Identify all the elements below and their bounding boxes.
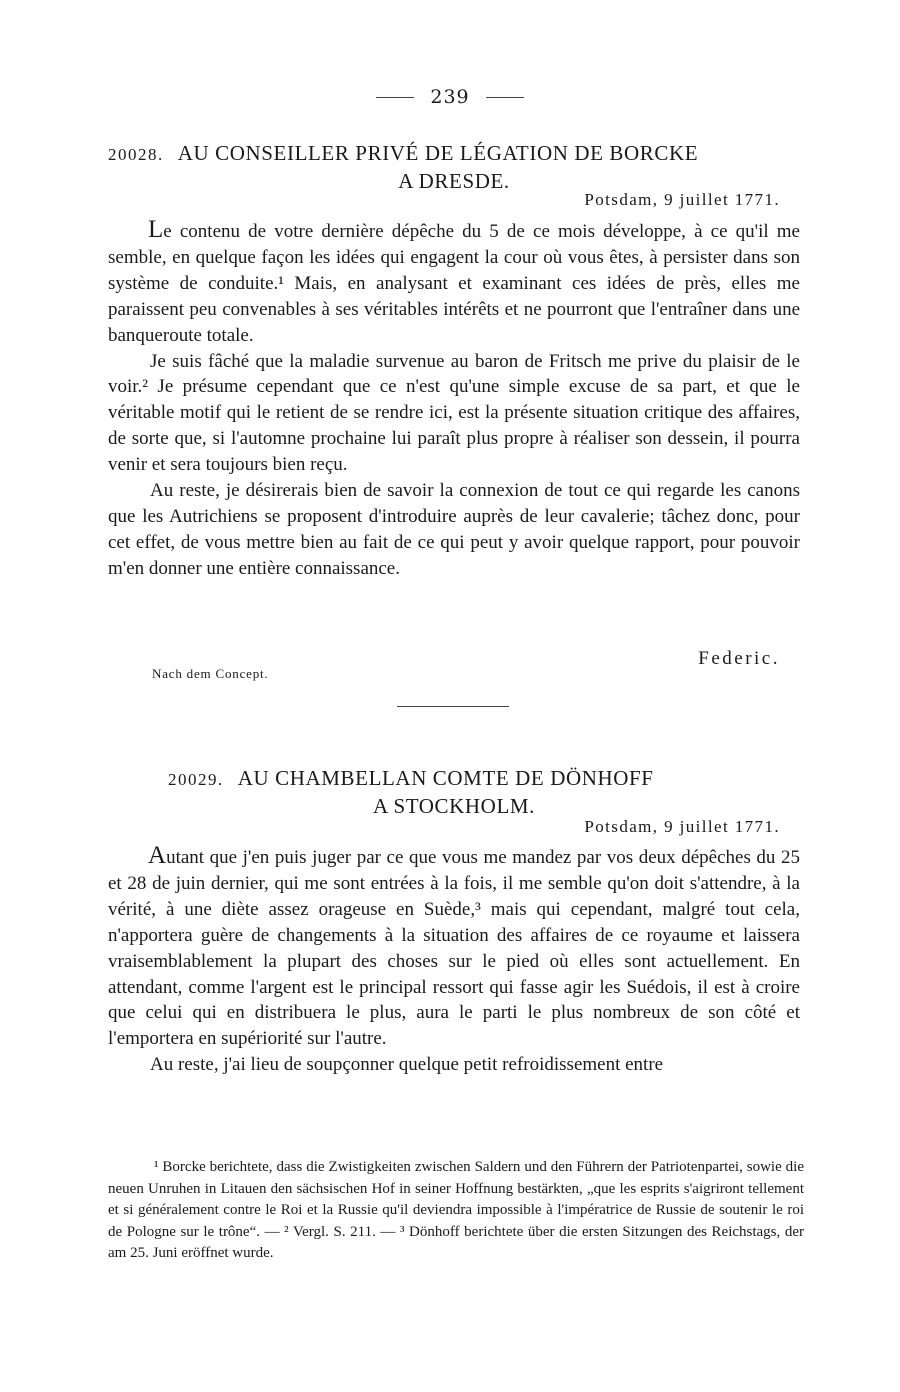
letter-number: 20029. — [168, 770, 224, 789]
header-rule-right — [486, 97, 524, 98]
source-note: Nach dem Concept. — [152, 666, 269, 681]
letter-body — [108, 843, 800, 1078]
footnotes — [108, 1157, 804, 1265]
page-number: 239 — [430, 86, 470, 108]
paragraph: Au reste, j'ai lieu de soupçonner quelque petit refroidissement entre — [150, 1054, 664, 1076]
letter-number: 20028. — [108, 145, 164, 164]
letter-heading-line1 — [108, 765, 800, 793]
section-divider — [397, 706, 509, 707]
letter-addressee: AU CHAMBELLAN COMTE DE DÖNHOFF — [237, 766, 654, 790]
paragraph: Je suis fâché que la maladie survenue au baron de Fritsch me prive du plaisir de le voir.² Je présume cependant que ce n'est qu'une simple excuse de sa part, et que le véritable motif qui le retient de se rendre ici, est la présente situation critique des affaires, de sorte que, si l'automne prochaine lui paraît plus propre à réaliser son dessein, il pourra venir et sera toujours bien reçu. — [108, 350, 800, 476]
paragraph: Le contenu de votre dernière dépêche du 5 de ce mois développe, à ce qu'il me semble, en quelque façon les idées qui engagent la cour où vous êtes, à persister dans son système de conduite.¹ Mais, en analysant et examinant ces idées de près, elles me paraissent peu convenables à ses véritables intérêts et ne pourront que l'entraîner dans une banqueroute totale. — [108, 216, 800, 346]
letter-addressee: AU CONSEILLER PRIVÉ DE LÉGATION DE BORCKE — [177, 141, 699, 165]
letter-heading — [108, 765, 800, 819]
letter-destination: A STOCKHOLM. — [372, 794, 535, 818]
letter-destination: A DRESDE. — [398, 169, 510, 193]
letter-heading-line1 — [108, 140, 800, 168]
header-rule-left — [376, 97, 414, 98]
letter-body — [108, 217, 800, 582]
letter-dateline: Potsdam, 9 juillet 1771. — [584, 190, 780, 209]
paragraph: Au reste, je désirerais bien de savoir la connexion de tout ce qui regarde les canons que les Autrichiens se proposent d'introduire auprès de leur cavalerie; tâchez donc, pour cet effet, de vous mettre bien au fait de ce qui peut y avoir quelque rapport, pour pouvoir m'en donner une entière connaissance. — [108, 480, 800, 579]
letter-dateline: Potsdam, 9 juillet 1771. — [584, 817, 780, 836]
letter-heading — [108, 140, 800, 194]
page-header — [0, 86, 900, 108]
paragraph: Autant que j'en puis juger par ce que vous me mandez par vos deux dépêches du 25 et 28 de juin dernier, qui me sont entrées à la fois, il me semble qu'on doit s'attendre, à la vérité, à une diète assez orageuse en Suède,³ mais qui cependant, malgré tout cela, n'apportera guère de changements à la situation des affaires de ce royaume et laissera vraisemblablement la plupart des choses sur le pied où elles sont actuellement. En attendant, comme l'argent est le principal ressort qui fasse agir les Suédois, il est à croire que celui qui en distribuera le plus, aura le parti le plus nombreux de son côté et l'emportera en supériorité sur l'autre. — [108, 842, 800, 1050]
signature: Federic. — [698, 648, 780, 669]
footnote-text: ¹ Borcke berichtete, dass die Zwistigkeiten zwischen Saldern und den Führern der Patriotenpartei, sowie die neuen Unruhen in Litauen den sächsischen Hof in seiner Hoffnung bestärkten, „que les esprits s'aigriront tellement et si généralement contre le Roi et la Russie qu'il deviendra impossible à l'impératrice de Russie de soutenir le roi de Pologne sur le trône“. — ² Vergl. S. 211. — ³ Dönhoff berichtete über die ersten Sitzungen des Reichstags, der am 25. Juni eröffnet wurde. — [108, 1159, 804, 1261]
